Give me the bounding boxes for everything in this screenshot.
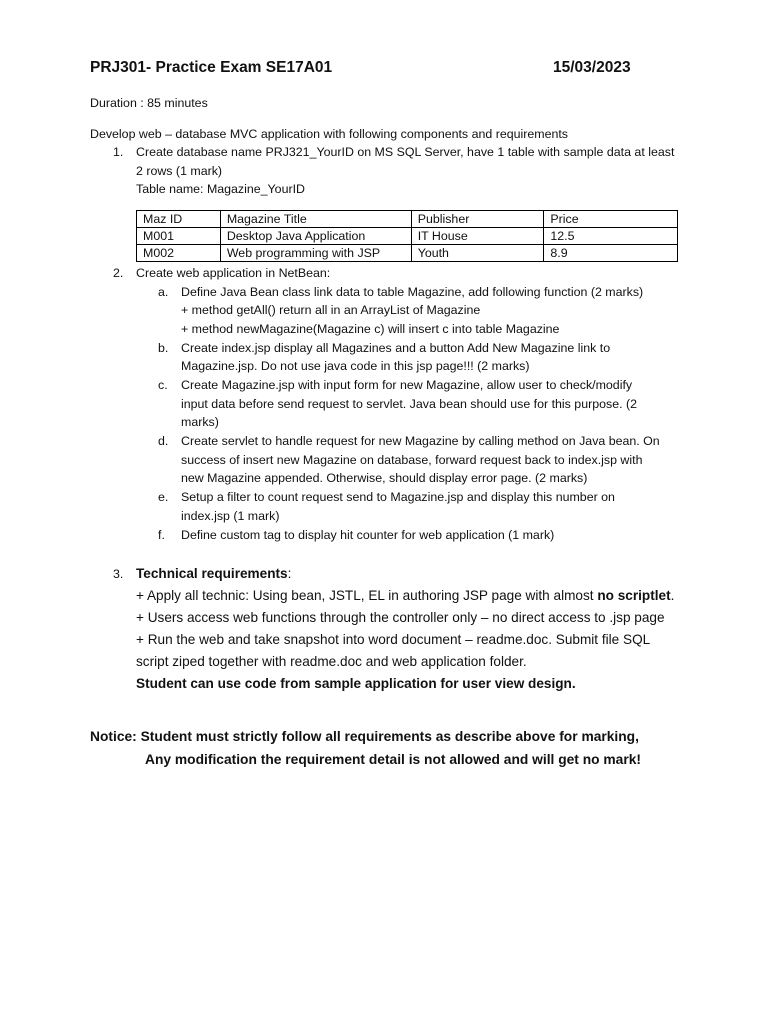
notice-line-1: Notice: Student must strictly follow all requirements as describe above for marking, (90, 729, 639, 744)
table-cell: M001 (137, 228, 221, 245)
item-1-line-3: Table name: Magazine_YourID (136, 182, 305, 196)
table-cell: Desktop Java Application (220, 228, 411, 245)
subitem-c-letter: c. (158, 378, 168, 392)
item-1-line-2: 2 rows (1 mark) (136, 164, 223, 178)
subitem-f-letter: f. (158, 528, 165, 542)
table-cell: 12.5 (544, 228, 678, 245)
table-cell: Web programming with JSP (220, 245, 411, 262)
subitem-e-line-2: index.jsp (1 mark) (181, 509, 280, 523)
item-3-number: 3. (113, 567, 124, 581)
item-3-heading: Technical requirements (136, 566, 288, 581)
table-header-cell: Publisher (411, 211, 544, 228)
subitem-d-line-2: success of insert new Magazine on database, forward request back to index.jsp with (181, 453, 643, 467)
table-header-cell: Maz ID (137, 211, 221, 228)
table-row (137, 228, 678, 245)
subitem-d-letter: d. (158, 434, 169, 448)
item-3-line-1 (136, 585, 674, 607)
item-3-line-2: + Users access web functions through the controller only – no direct access to .jsp page (136, 610, 665, 625)
notice-line-2: Any modification the requirement detail is not allowed and will get no mark! (145, 752, 641, 767)
item-3-heading-colon: : (287, 566, 292, 581)
table-cell: 8.9 (544, 245, 678, 262)
table-row (137, 245, 678, 262)
item-3-line-3: + Run the web and take snapshot into word document – readme.doc. Submit file SQL (136, 632, 651, 647)
item-3-heading-line (136, 563, 291, 585)
exam-title: PRJ301- Practice Exam SE17A01 (90, 59, 333, 76)
intro-text: Develop web – database MVC application with following components and requirements (90, 127, 569, 141)
subitem-d-line-3: new Magazine appended. Otherwise, should display error page. (2 marks) (181, 471, 588, 485)
subitem-a-line-3: + method newMagazine(Magazine c) will insert c into table Magazine (181, 322, 560, 336)
table-cell: Youth (411, 245, 544, 262)
subitem-f-line-1: Define custom tag to display hit counter for web application (1 mark) (181, 528, 555, 542)
item-2-text: Create web application in NetBean: (136, 266, 331, 280)
subitem-b-letter: b. (158, 341, 169, 355)
subitem-b-line-2: Magazine.jsp. Do not use java code in this jsp page!!! (2 marks) (181, 359, 530, 373)
table-cell: M002 (137, 245, 221, 262)
no-scriptlet-emphasis: no scriptlet (597, 588, 671, 603)
subitem-d-line-1: Create servlet to handle request for new Magazine by calling method on Java bean. On (181, 434, 660, 448)
item-2-number: 2. (113, 266, 124, 280)
duration-text: Duration : 85 minutes (90, 96, 208, 110)
item-3-line-5: Student can use code from sample application for user view design. (136, 676, 576, 691)
subitem-c-line-1: Create Magazine.jsp with input form for new Magazine, allow user to check/modify (181, 378, 633, 392)
table-header-cell: Price (544, 211, 678, 228)
table-header-cell: Magazine Title (220, 211, 411, 228)
magazine-table (136, 210, 678, 262)
subitem-e-letter: e. (158, 490, 169, 504)
subitem-a-line-1: Define Java Bean class link data to table Magazine, add following function (2 marks) (181, 285, 644, 299)
item-3-line-1-post: . (670, 588, 675, 603)
subitem-e-line-1: Setup a filter to count request send to Magazine.jsp and display this number on (181, 490, 615, 504)
item-1-line-1: Create database name PRJ321_YourID on MS SQL Server, have 1 table with sample data at least (136, 145, 675, 159)
subitem-a-letter: a. (158, 285, 169, 299)
subitem-c-line-2: input data before send request to servlet. Java bean should use for this purpose. (2 (181, 397, 637, 411)
subitem-a-line-2: + method getAll() return all in an ArrayList of Magazine (181, 303, 481, 317)
exam-date: 15/03/2023 (553, 59, 631, 76)
subitem-b-line-1: Create index.jsp display all Magazines and a button Add New Magazine link to (181, 341, 611, 355)
subitem-c-line-3: marks) (181, 415, 219, 429)
table-header-row (137, 211, 678, 228)
table-cell: IT House (411, 228, 544, 245)
item-3-line-1-pre: + Apply all technic: Using bean, JSTL, EL in authoring JSP page with almost (136, 588, 598, 603)
item-3-line-4: script ziped together with readme.doc and web application folder. (136, 654, 527, 669)
item-1-number: 1. (113, 145, 124, 159)
